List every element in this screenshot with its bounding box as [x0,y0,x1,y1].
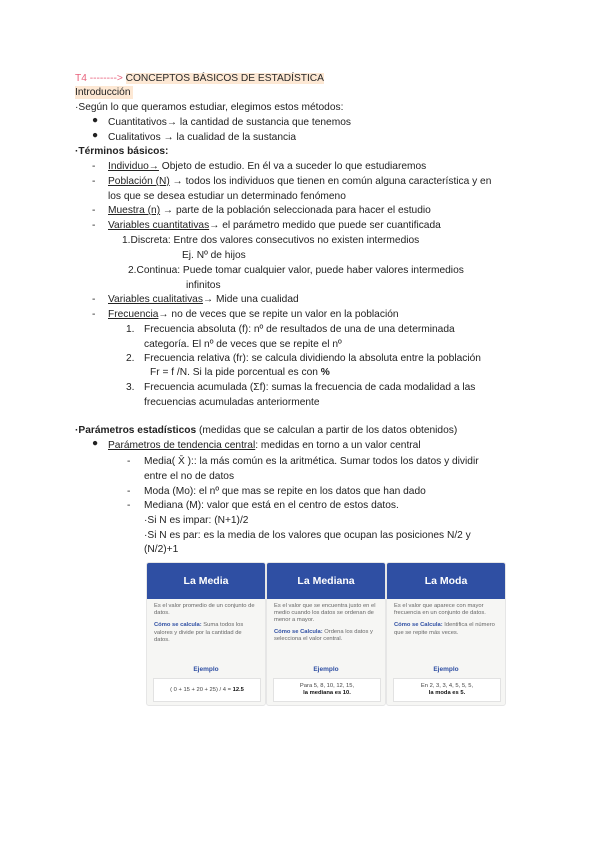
page-title [75,72,324,85]
card-example [153,678,261,702]
card-title: La Mediana [267,563,385,599]
continua-line: 2.Continua: Puede tomar cualquier valor, puede haber valores intermedios [128,265,464,276]
card-mediana [266,562,386,706]
frecuencia-term: Frecuencia [108,309,159,320]
card-how [154,622,258,644]
card-desc-text: Es el valor que se encuentra justo en el medio cuando los datos se ordenan de menor a mayor. [274,603,376,624]
poblacion-text: → todos los individuos que tienen en común alguna característica y en [169,176,492,187]
media-cont: entre el no de datos [144,471,235,482]
freq-acumulada: Frecuencia acumulada (Σf): sumas la frecuencia de cada modalidad a las [144,382,476,393]
card-example-text: ( 0 + 15 + 20 + 25) / 4 = [170,686,233,693]
var-cual-text: → Mide una cualidad [202,294,299,305]
terminos-heading: ·Términos básicos: [75,146,169,157]
tendencia-term: Parámetros de tendencia central [108,440,256,451]
intro-item-2: Cualitativos → la cualidad de la sustancia [108,132,297,143]
intro-item-1: Cuantitativos→ la cantidad de sustancia que tenemos [108,117,351,128]
individuo-term: Individuo→ [108,161,159,172]
var-cuant-term: Variables cuantitativas [108,220,210,231]
dash: - [92,294,96,305]
poblacion-line [108,175,491,188]
muestra-line [108,204,431,217]
dash: - [92,205,96,216]
intro-line: ·Según lo que queramos estudiar, elegimos estos métodos: [75,102,344,113]
card-how [274,629,378,643]
dash: - [92,161,96,172]
parametros-heading-line [75,424,457,437]
continua-cont: infinitos [186,280,221,291]
moda-line: Moda (Mo): el nº que mas se repite en los datos que han dado [144,486,426,497]
var-cual-line [108,293,299,306]
intro-heading: Introducción [75,87,131,98]
bullet-dot: ● [92,115,99,126]
media-line: Media( X̄ ):: la más común es la aritmética. Sumar todos los datos y dividir [144,456,479,467]
var-cual-term: Variables cualitativas [108,294,203,305]
poblacion-cont: los que se desea estudiar un determinado fenómeno [108,191,346,202]
individuo-text: Objeto de estudio. En él va a suceder lo que estudiaremos [158,161,427,172]
dash: - [127,500,131,511]
card-moda [386,562,506,706]
dash: - [127,456,131,467]
tendencia-text: : medidas en torno a un valor central [255,440,421,451]
bullet-dot: ● [92,438,99,449]
card-how-label: Cómo se Calcula: [394,622,443,629]
dash: - [92,220,96,231]
parametros-note: (medidas que se calculan a partir de los datos obtenidos) [196,425,458,436]
freq-relativa: Frecuencia relativa (fr): se calcula dividiendo la absoluta entre la población [144,353,481,364]
muestra-text: → parte de la población seleccionada para hacer el estudio [160,205,431,216]
card-desc-text: Es el valor que aparece con mayor frecuencia en un conjunto de datos. [394,603,486,617]
var-cuant-text: → el parámetro medido que puede ser cuantificada [209,220,441,231]
card-description [394,603,498,637]
card-title: La Media [147,563,265,599]
frecuencia-line [108,308,399,321]
discreta-line: 1.Discreta: Entre dos valores consecutivos no existen intermedios [122,235,420,246]
card-media [146,562,266,706]
freq-acumulada-cont: frecuencias acumuladas anteriormente [144,397,320,408]
freq-absoluta-cont: categoría. El nº de veces que se repite el nº [144,339,342,350]
title-main: CONCEPTOS BÁSICOS DE ESTADÍSTICA [125,73,324,84]
freq-relativa-cont [150,366,330,379]
mediana-par: ·Si N es par: es la media de los valores que ocupan las posiciones N/2 y [144,530,471,541]
card-title: La Moda [387,563,505,599]
card-example-text: Para 5, 8, 10, 12, 15, [299,683,355,689]
tendencia-line [108,439,421,452]
mediana-line: Mediana (M): valor que está en el centro de estos datos. [144,500,399,511]
discreta-example: Ej. Nº de hijos [182,250,246,261]
parametros-heading: ·Parámetros estadísticos [75,425,197,436]
card-how [394,622,498,636]
central-tendency-cards [146,562,504,704]
card-description [154,603,258,644]
card-example-label: Ejemplo [313,666,339,673]
bullet-dot: ● [92,130,99,141]
percent-sign: % [320,367,330,378]
card-example-text: En 2, 3, 3, 4, 5, 5, 5, [420,683,474,689]
card-example-label: Ejemplo [193,666,219,673]
dash: - [127,486,131,497]
card-example-result: la moda es 5. [428,690,466,696]
card-example-result: la mediana es 10. [303,690,351,696]
card-description [274,603,378,643]
card-example [273,678,381,702]
title-prefix: T4 --------> [75,73,126,84]
muestra-term: Muestra (n) [108,205,161,216]
mediana-par-cont: (N/2)+1 [144,544,179,555]
list-number: 1. [126,324,135,335]
card-example-result: 12.5 [232,686,244,693]
dash: - [92,309,96,320]
frecuencia-text: → no de veces que se repite un valor en la población [158,309,399,320]
individuo-line [108,160,426,173]
card-desc-text: Es el valor promedio de un conjunto de datos. [154,603,255,617]
card-example-label: Ejemplo [433,666,459,673]
poblacion-term: Población (N) [108,176,170,187]
card-how-label: Cómo se Calcula: [274,628,323,635]
list-number: 3. [126,382,135,393]
var-cuant-line [108,219,441,232]
freq-absoluta: Frecuencia absoluta (f): nº de resultados de una de una determinada [144,324,455,335]
card-how-text: Identifica el número que se repite más veces. [394,622,495,636]
dash: - [92,176,96,187]
card-how-text: Suma todos los valores y divide por la cantidad de datos. [154,622,244,643]
mediana-impar: ·Si N es impar: (N+1)/2 [144,515,249,526]
card-how-text: Ordena los datos y selecciona el valor central. [274,628,373,642]
list-number: 2. [126,353,135,364]
card-how-label: Cómo se calcula: [154,622,202,629]
card-example [393,678,501,702]
freq-relativa-formula: Fr = f /N. Si la pide porcentual es con [150,367,321,378]
